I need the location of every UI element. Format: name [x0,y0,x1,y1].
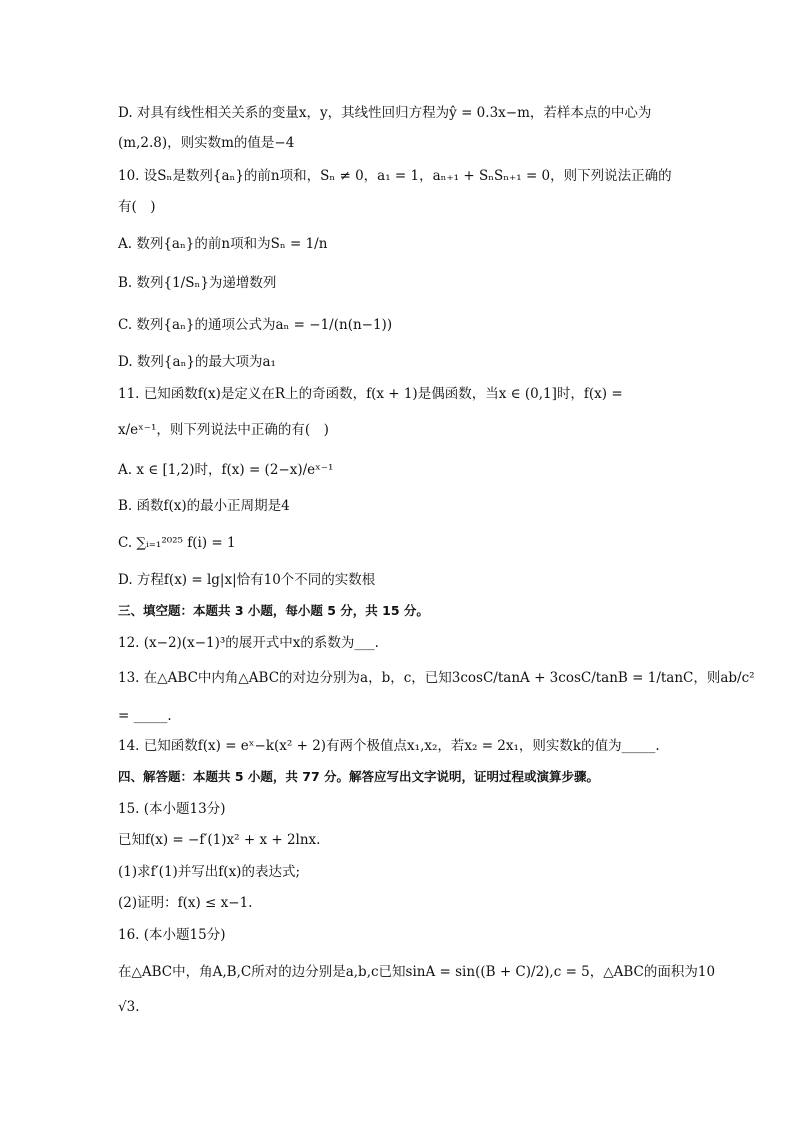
q10-stem-line1: 10. 设Sₙ是数列{aₙ}的前n项和，Sₙ ≠ 0，a₁ = 1，aₙ₊₁ + SₙSₙ₊₁ = 0，则下列说法正确的 [118,168,672,184]
q16-stem-line1: 在△ABC中，角A,B,C所对的边分别是a,b,c已知sinA = sin((B + C)/2),c = 5，△ABC的面积为10 [118,964,716,980]
q15-part2: (2)证明：f(x) ≤ x−1. [118,895,253,911]
q16-header: 16. (本小题15分) [118,927,226,943]
q13-stem-line2: = _____. [118,708,172,724]
q14-stem: 14. 已知函数f(x) = eˣ−k(x² + 2)有两个极值点x₁,x₂，若x₂ = 2x₁，则实数k的值为_____. [118,738,660,754]
q15-given: 已知f(x) = −f′(1)x² + x + 2lnx. [118,832,321,848]
q9-option-d-line2: (m,2.8)，则实数m的值是−4 [118,135,295,151]
q15-header: 15. (本小题13分) [118,801,226,817]
q11-option-a: A. x ∈ [1,2)时，f(x) = (2−x)/eˣ⁻¹ [118,462,334,478]
q13-stem-line1: 13. 在△ABC中内角△ABC的对边分别为a，b，c，已知3cosC/tanA + 3cosC/tanB = 1/tanC，则ab/c² [118,670,755,686]
q12-stem: 12. (x−2)(x−1)³的展开式中x的系数为___. [118,635,379,651]
q10-option-b: B. 数列{1/Sₙ}为递增数列 [118,275,277,291]
q10-stem-line2: 有( ) [118,199,156,215]
q10-option-a: A. 数列{aₙ}的前n项和为Sₙ = 1/n [118,236,328,252]
section-answer-heading: 四、解答题：本题共 5 小题，共 77 分。解答应写出文字说明，证明过程或演算步骤。 [118,769,600,784]
q10-option-c: C. 数列{aₙ}的通项公式为aₙ = −1/(n(n−1)) [118,317,393,333]
q9-option-d-line1: D. 对具有线性相关关系的变量x，y，其线性回归方程为ŷ = 0.3x−m，若样本点的中心为 [118,105,652,121]
q11-option-d: D. 方程f(x) = lg|x|恰有10个不同的实数根 [118,572,376,588]
q16-stem-line2: √3. [118,999,140,1015]
q11-stem-line2: x/eˣ⁻¹，则下列说法中正确的有( ) [118,422,329,438]
section-fill-in-heading: 三、填空题：本题共 3 小题，每小题 5 分，共 15 分。 [118,603,429,618]
q15-part1: (1)求f′(1)并写出f(x)的表达式; [118,864,300,880]
q11-option-c: C. ∑ᵢ₌₁²⁰²⁵ f(i) = 1 [118,535,236,551]
q10-option-d: D. 数列{aₙ}的最大项为a₁ [118,354,276,370]
q11-option-b: B. 函数f(x)的最小正周期是4 [118,498,290,514]
q11-stem-line1: 11. 已知函数f(x)是定义在R上的奇函数，f(x + 1)是偶函数，当x ∈ (0,1]时，f(x) = [118,386,623,402]
